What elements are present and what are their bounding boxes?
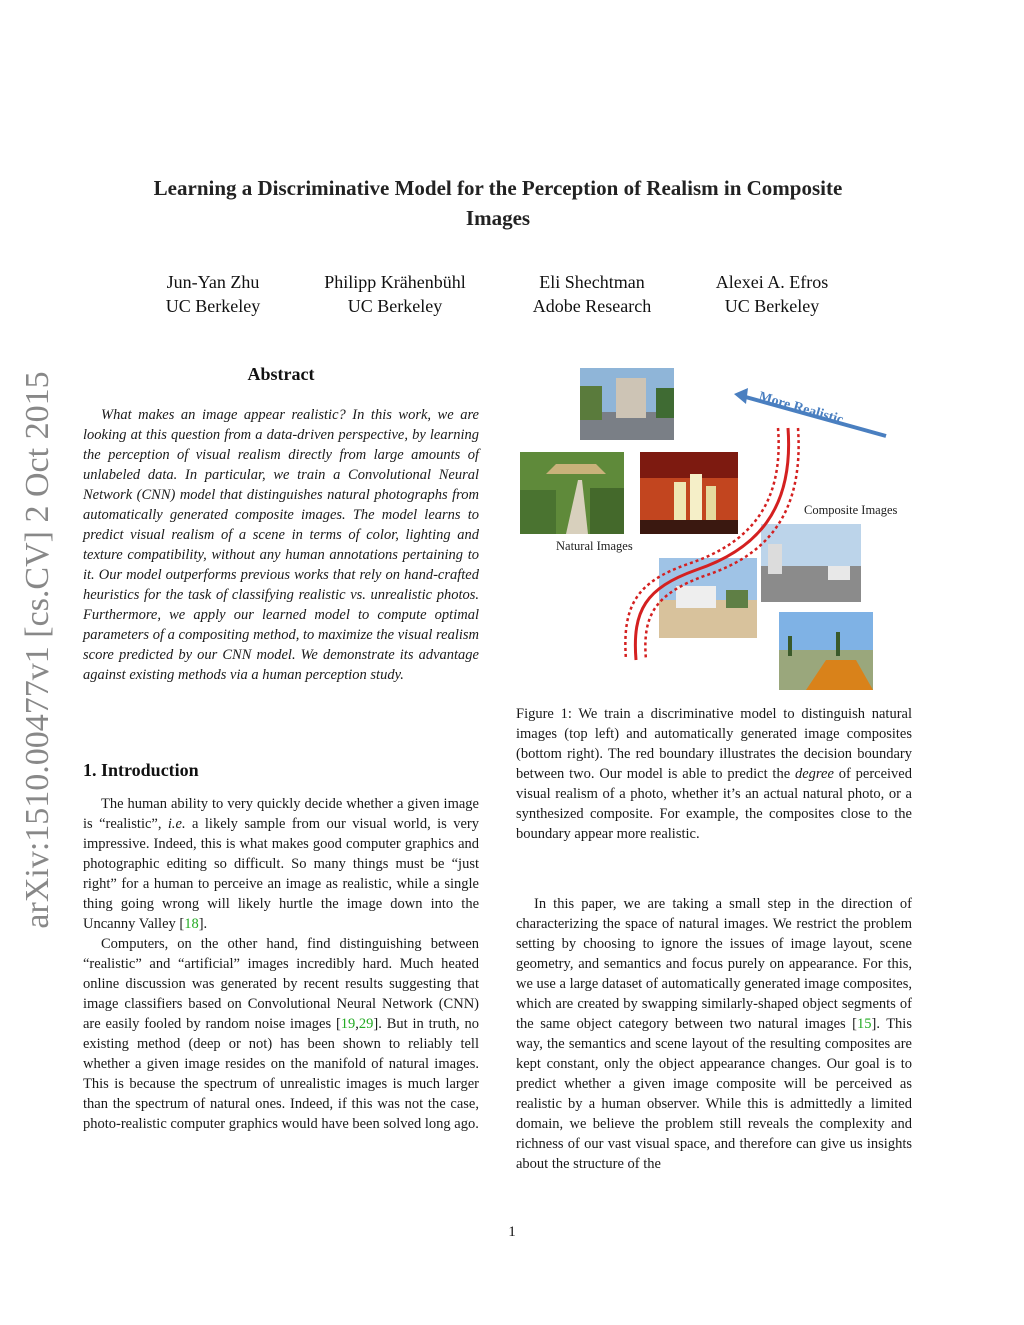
intro-paragraph-1: The human ability to very quickly decide whether a given image is “realistic”, i.e. a likely sample from our visual world, is very impressive. Indeed, this is what makes good computer graphics and photographic editing so difficult. So many things must be “just right” for a human to perceive an image as realistic, while a single thing going wrong will likely hurtle the image down into the Uncanny Valley [18].	[83, 796, 479, 932]
citation-link[interactable]: 19	[340, 1016, 356, 1032]
author-name: Eli Shechtman	[539, 272, 645, 292]
arxiv-identifier: arXiv:1510.00477v1 [cs.CV] 2 Oct 2015	[19, 371, 56, 929]
intro-paragraph-2: Computers, on the other hand, find distinguishing between “realistic” and “artificial” images incredibly hard. Much heated online discussion was generated by recent results suggesting that image classifiers based on Convolutional Neural Network (CNN) are easily fooled by random noise images [19,29]. But in truth, no existing method (deep or not) has been shown to reliably tell whether a given image resides on the manifold of natural images. This is because the spectrum of unrealistic images is much larger than the spectrum of natural ones. Indeed, if this was not the case, photo-realistic computer graphics would have been solved long ago.	[83, 936, 479, 1132]
citation-link[interactable]: 29	[358, 1016, 374, 1032]
author-affiliation: UC Berkeley	[347, 296, 443, 316]
natural-photo-street	[580, 368, 674, 440]
figure-illustration	[516, 360, 916, 700]
composite-photo-park	[779, 612, 873, 690]
author-affiliation: Adobe Research	[532, 296, 652, 316]
citation-link[interactable]: 18	[184, 916, 199, 932]
natural-images-label: Natural Images	[556, 539, 633, 553]
abstract-paragraph: What makes an image appear realistic? In this work, we are looking at this question from a data-driven perspective, by learning the perception of visual realism directly from large amounts of unlabeled data. In particular, we train a Convolutional Neural Network (CNN) model that distinguishes natural photographs from automatically generated composite images. The model learns to predict visual realism of a scene in terms of color, lighting and texture compatibility, without any human annotations pertaining to it. Our model outperforms previous works that rely on hand-crafted heuristics for the task of classifying realistic vs. unrealistic photos. Furthermore, we apply our learned model to compute optimal parameters of a compositing method, to maximize the visual realism score predicted by our CNN model. We demonstrate its advantage against existing methods via a human perception study.	[83, 407, 479, 683]
citation-link[interactable]: 15	[857, 1016, 872, 1032]
more-realistic-label: More Realistic	[756, 389, 845, 428]
author-4	[677, 270, 867, 318]
paper-title: Learning a Discriminative Model for the Perception of Realism in Composite Images	[153, 176, 843, 230]
abstract-text	[83, 405, 479, 685]
figure-caption-text: Figure 1: We train a discriminative model to distinguish natural images (top left) and automatically generated image composites (bottom right). The red boundary illustrates the decision boundary between two. Our model is able to predict the degree of perceived visual realism of a photo, whether it’s an actual natural photo, or a synthesized composite. For example, the composites close to the boundary appear more realistic.	[516, 706, 912, 842]
right-paragraph-1: In this paper, we are taking a small step in the direction of characterizing the space of natural images. We restrict the problem setting by choosing to ignore the issues of image layout, scene geometry, and semantics and focus purely on appearance. For this, we use a large dataset of automatically generated image composites, which are created by swapping similarly-shaped object segments of the same object category between two natural images [15]. This way, the semantics and scene layout of the resulting composites are kept constant, only the object appearance changes. Our goal is to predict whether a given image composite will be perceived as realistic by a human observer. While this is admittedly a limited domain, we believe the problem still reveals the complexity and richness of our vast visual space, and therefore can give us insights about the structure of the	[516, 896, 912, 1172]
right-column-text	[516, 894, 912, 1174]
figure-caption	[516, 704, 912, 844]
arrow-head-icon	[734, 388, 748, 404]
author-1	[118, 270, 308, 318]
abstract-heading: Abstract	[247, 364, 315, 384]
author-name: Alexei A. Efros	[715, 272, 829, 292]
author-3	[497, 270, 687, 318]
figure-1	[516, 360, 916, 700]
author-name: Jun-Yan Zhu	[166, 272, 260, 292]
page-number: 1	[508, 1224, 516, 1240]
introduction-text	[83, 794, 479, 1134]
introduction-heading: 1. Introduction	[83, 760, 199, 780]
author-name: Philipp Krähenbühl	[324, 272, 466, 292]
author-affiliation: UC Berkeley	[724, 296, 820, 316]
natural-photo-garden	[520, 452, 624, 534]
composite-photo-road	[761, 524, 861, 602]
composite-images-label: Composite Images	[804, 503, 898, 517]
author-2	[300, 270, 490, 318]
natural-photo-night-city	[640, 452, 738, 534]
author-affiliation: UC Berkeley	[165, 296, 261, 316]
